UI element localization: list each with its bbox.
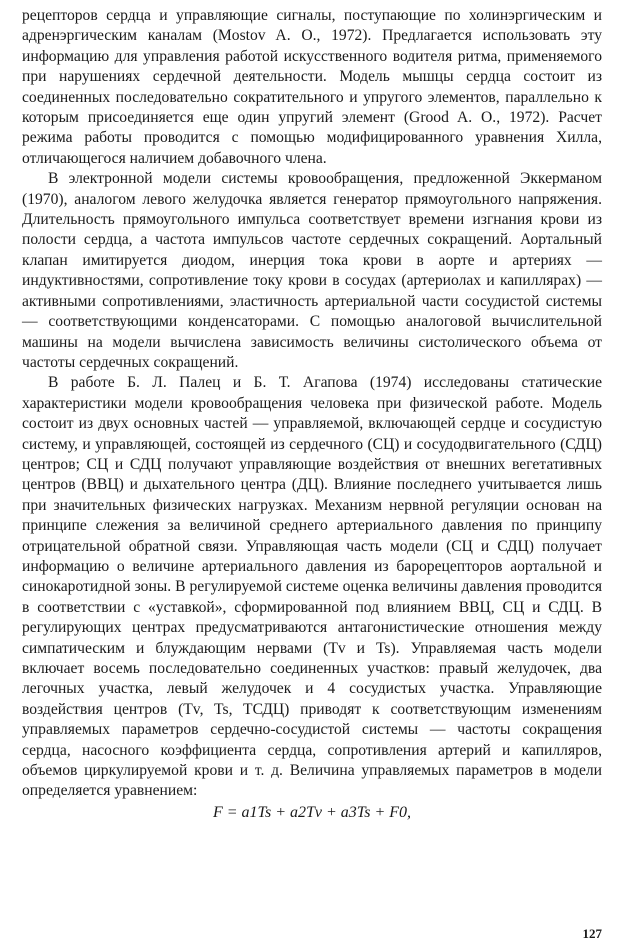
paragraph-2: В электронной модели системы кровообращения, предложенной Эккерманом (1970), аналогом левого желудочка является генератор прямоугольного напряжения. Длительность прямоугольного импульса соответствует времени изгнания крови из полости сердца, а частота импульсов частоте сердечных сокращений. Аортальный клапан имитируется диодом, инерция тока крови в аорте и артериях — индуктивностями, сопротивление току крови в сосудах (артериолах и капиллярах) — активными сопротивлениями, эластичность артериальной части сосудистой системы — соответствующими конденсаторами. С помощью аналоговой вычислительной машины на модели вычислена зависимость величины систолического объема от частоты сердечных сокращений.: [22, 170, 602, 371]
paragraph-1: рецепторов сердца и управляющие сигналы, поступающие по холинэргическим и адренэргическим каналам (Mostov A. O., 1972). Предлагается использовать эту информацию для управления работой искусственного водителя ритма, применяемого при нарушениях сердечной деятельности. Модель мышцы сердца состоит из соединенных последовательно сократительного и упругого элементов, параллельно к которым присоединяется еще один упругий элемент (Grood A. O., 1972). Расчет режима работы проводится с помощью модифицированного уравнения Хилла, отличающегося наличием добавочного члена.: [22, 7, 602, 167]
equation: F = a1Ts + a2Tv + a3Ts + F0,: [212, 803, 412, 821]
paragraph-3: В работе Б. Л. Палец и Б. Т. Агапова (1974) исследованы статические характеристики модели кровообращения человека при физической работе. Модель состоит из двух основных частей — управляемой, включающей сердце и сосудистую систему, и управляющей, состоящей из сердечного (СЦ) и сосудодвигательного (СДЦ) центров; СЦ и СДЦ получают управляющие воздействия от внешних вегетативных центров (ВВЦ) и дыхательного центра (ДЦ). Влияние последнего учитывается лишь при значительных физических нагрузках. Механизм нервной регуляции основан на принципе слежения за величиной среднего артериального давления по принципу отрицательной обратной связи. Управляющая часть модели (СЦ и СДЦ) получает информацию о величине артериального давления из барорецепторов аортальной и синокаротидной зоны. В регулируемой системе оценка величины давления проводится в соответствии с «уставкой», сформированной под влиянием ВВЦ, СЦ и СДЦ. В регулирующих центрах предусматриваются антагонистические отношения между симпатическим и блуждающим нервами (Tv и Ts). Управляемая часть модели включает восемь последовательно соединенных участков: правый желудочек, два легочных участка, левый желудочек и 4 сосудистых участка. Управляющие воздействия центров (Tv, Ts, TСДЦ) приводят к соответствующим изменениям управляемых параметров сердечно-сосудистой системы — частоты сокращения сердца, насосного коэффициента сердца, сопротивления артерий и капилляров, объемов циркулируемой крови и т. д. Величина управляемых параметров в модели определяется уравнением:: [22, 374, 602, 800]
document-page: [22, 6, 602, 942]
page-number: 127: [582, 926, 602, 941]
